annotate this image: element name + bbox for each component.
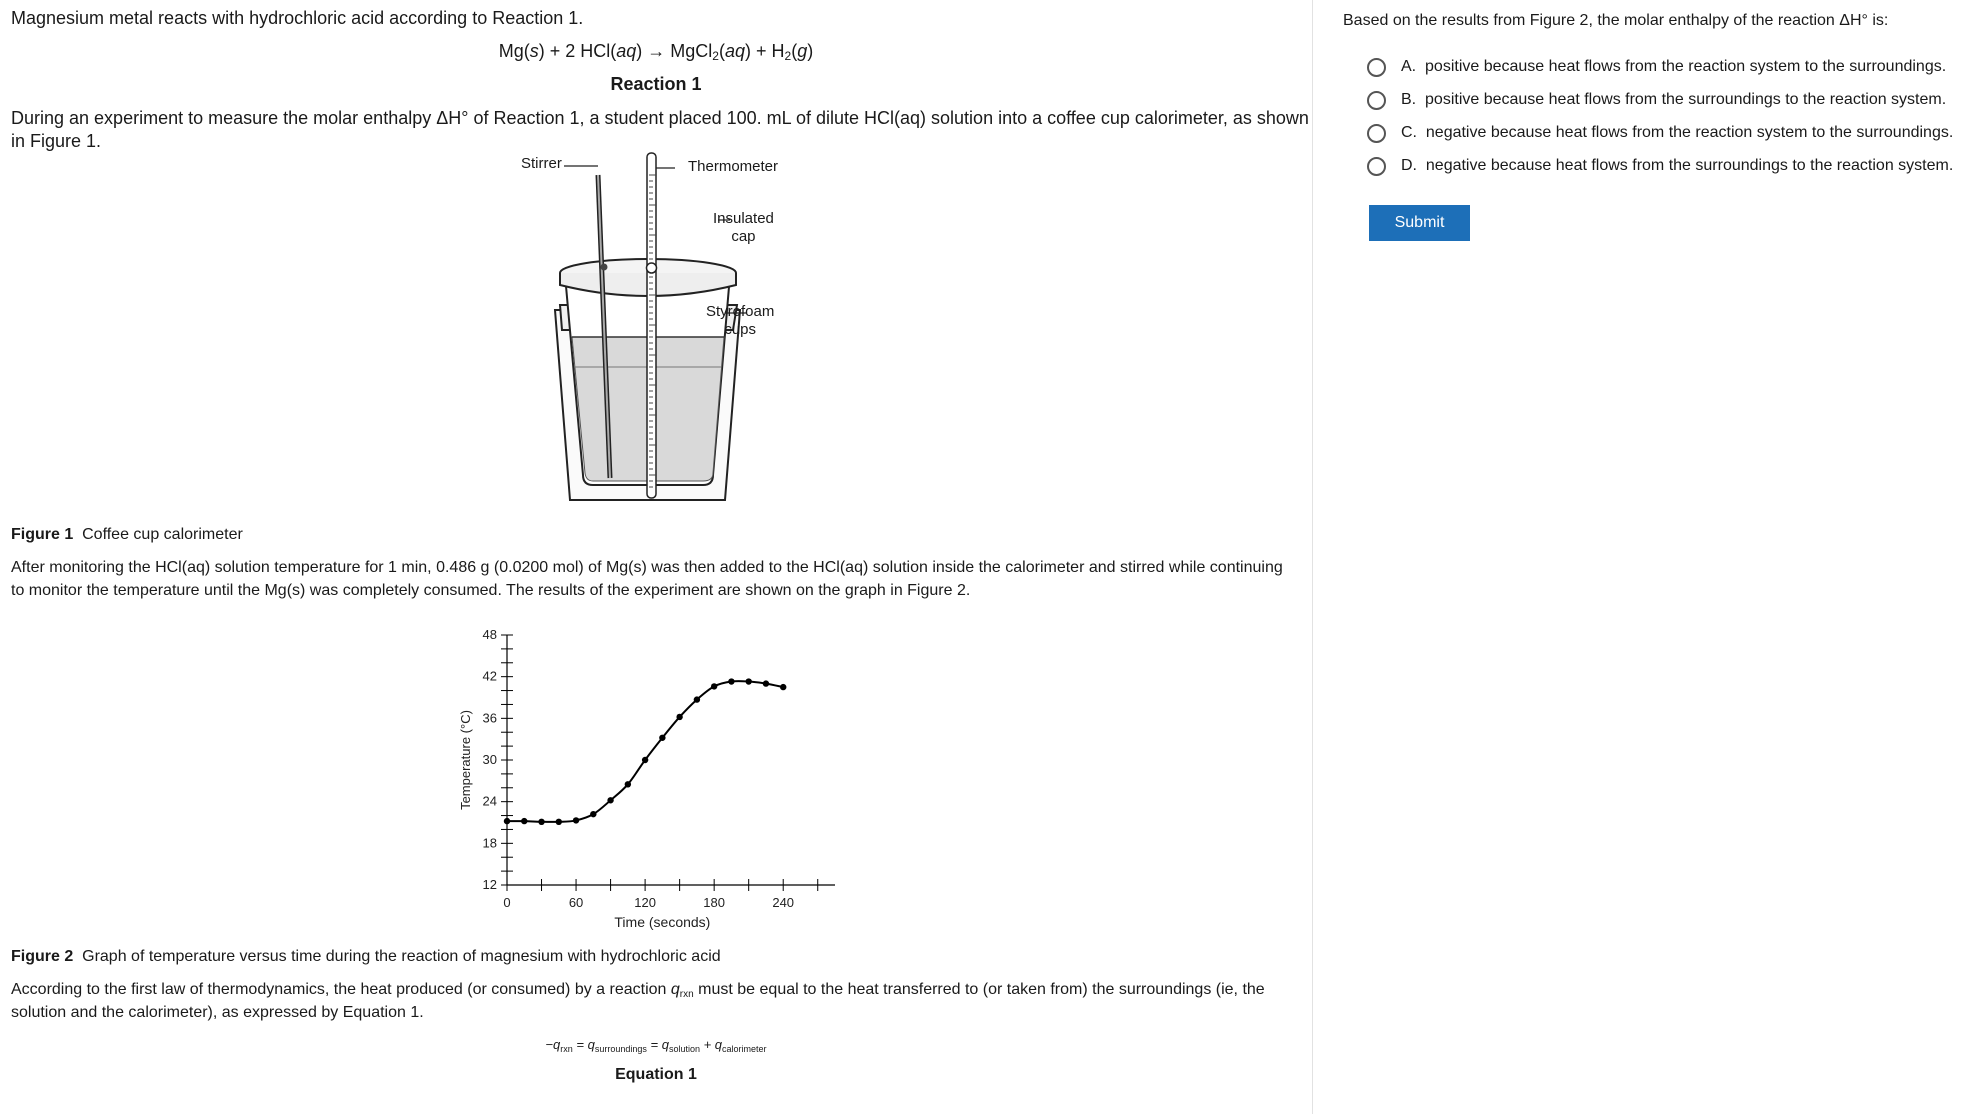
option-a-text: A. positive because heat flows from the reaction system to the surroundings. (1401, 58, 1947, 75)
option-a[interactable] (1367, 54, 1946, 80)
figure1-caption: Figure 1 Coffee cup calorimeter (11, 526, 243, 543)
equation-1: $-q_{rxn} = q_{surroundings} = q_{solution} + q_{calorimeter}$ (545, 1037, 767, 1054)
data-point (590, 811, 596, 817)
temperature-chart (455, 620, 855, 940)
law-text-line1: According to the first law of thermodynamics, the heat produced (or consumed) by a reaction $q_{rxn}$ must be equal to the heat transferred to (or taken from) the surroundings (ie, the (11, 981, 1265, 1000)
y-axis-label: Temperature (°C) (458, 710, 473, 810)
series-line (507, 681, 783, 822)
option-c-text: C. negative because heat flows from the reaction system to the surroundings. (1401, 124, 1954, 141)
x-tick-label: 240 (772, 895, 795, 910)
y-tick-label: 18 (482, 835, 497, 851)
data-point (694, 696, 700, 702)
x-axis-label: Time (seconds) (614, 914, 711, 930)
data-point (642, 757, 648, 763)
question-panel (1313, 0, 1962, 1114)
y-tick-label: 36 (482, 710, 497, 726)
y-tick-label: 42 (482, 668, 497, 684)
x-tick-label: 60 (568, 895, 584, 910)
option-c[interactable] (1367, 120, 1953, 146)
styrofoam-cups-label: Styrofoam cups (706, 303, 775, 338)
intro-text: Magnesium metal reacts with hydrochloric acid according to Reaction 1. (11, 8, 584, 28)
monitor-text-line2: to monitor the temperature until the Mg(s) was completely consumed. The results of the experiment are shown on the graph in Figure 2. (11, 582, 971, 599)
data-point (625, 781, 631, 787)
data-point (504, 818, 510, 824)
radio-b[interactable] (1367, 91, 1386, 110)
equation-label: Equation 1 (615, 1066, 697, 1083)
x-tick-label: 120 (634, 895, 656, 910)
reaction-equation: Mg(s) + 2 HCl(aq) → MgCl$_2$(aq) + $H_2(g)$ (498, 41, 814, 63)
y-tick-label: 12 (482, 877, 497, 892)
thermometer-label: Thermometer (688, 158, 779, 175)
radio-d[interactable] (1367, 157, 1386, 176)
reaction-label: Reaction 1 (610, 74, 702, 94)
y-tick-label: 48 (482, 627, 497, 642)
question-stem: Based on the results from Figure 2, the molar enthalpy of the reaction ΔH° is: (1343, 12, 1889, 29)
data-point (728, 678, 734, 684)
y-tick-label: 24 (482, 793, 497, 809)
option-b-text: B. positive because heat flows from the surroundings to the reaction system. (1401, 91, 1947, 108)
option-b[interactable] (1367, 87, 1946, 113)
law-text-line2: solution and the calorimeter), as expressed by Equation 1. (11, 1004, 424, 1021)
data-point (607, 797, 613, 803)
option-d-text: D. negative because heat flows from the surroundings to the reaction system. (1401, 157, 1954, 174)
monitor-text-line1: After monitoring the HCl(aq) solution temperature for 1 min, 0.486 g (0.0200 mol) of Mg(s) was then added to the HCl(aq) solution inside the calorimeter and stirred while continuing (11, 559, 1283, 576)
x-tick-label: 180 (703, 895, 726, 910)
option-d[interactable] (1367, 153, 1953, 179)
stirrer-label: Stirrer (521, 155, 562, 172)
thermometer (647, 153, 657, 498)
radio-a[interactable] (1367, 58, 1386, 77)
data-point (573, 817, 579, 823)
y-tick-label: 30 (482, 752, 497, 767)
data-point (521, 818, 527, 824)
submit-button[interactable]: Submit (1369, 205, 1470, 241)
insulated-cap-label: Insulated cap (713, 210, 774, 245)
data-point (763, 680, 769, 686)
data-point (659, 735, 665, 741)
data-point (676, 714, 682, 720)
data-point (745, 678, 751, 684)
radio-c[interactable] (1367, 124, 1386, 143)
data-point (780, 684, 786, 690)
x-tick-label: 0 (503, 895, 511, 910)
figure2-caption: Figure 2 Graph of temperature versus time during the reaction of magnesium with hydrochloric acid (11, 948, 721, 965)
data-point (711, 683, 717, 689)
data-point (556, 819, 562, 825)
data-point (538, 819, 544, 825)
experiment-text: During an experiment to measure the molar enthalpy ΔH° of Reaction 1, a student placed 100. mL of dilute HCl(aq) solution into a coffee cup calorimeter, as shown in Figure 1. (11, 108, 1309, 151)
